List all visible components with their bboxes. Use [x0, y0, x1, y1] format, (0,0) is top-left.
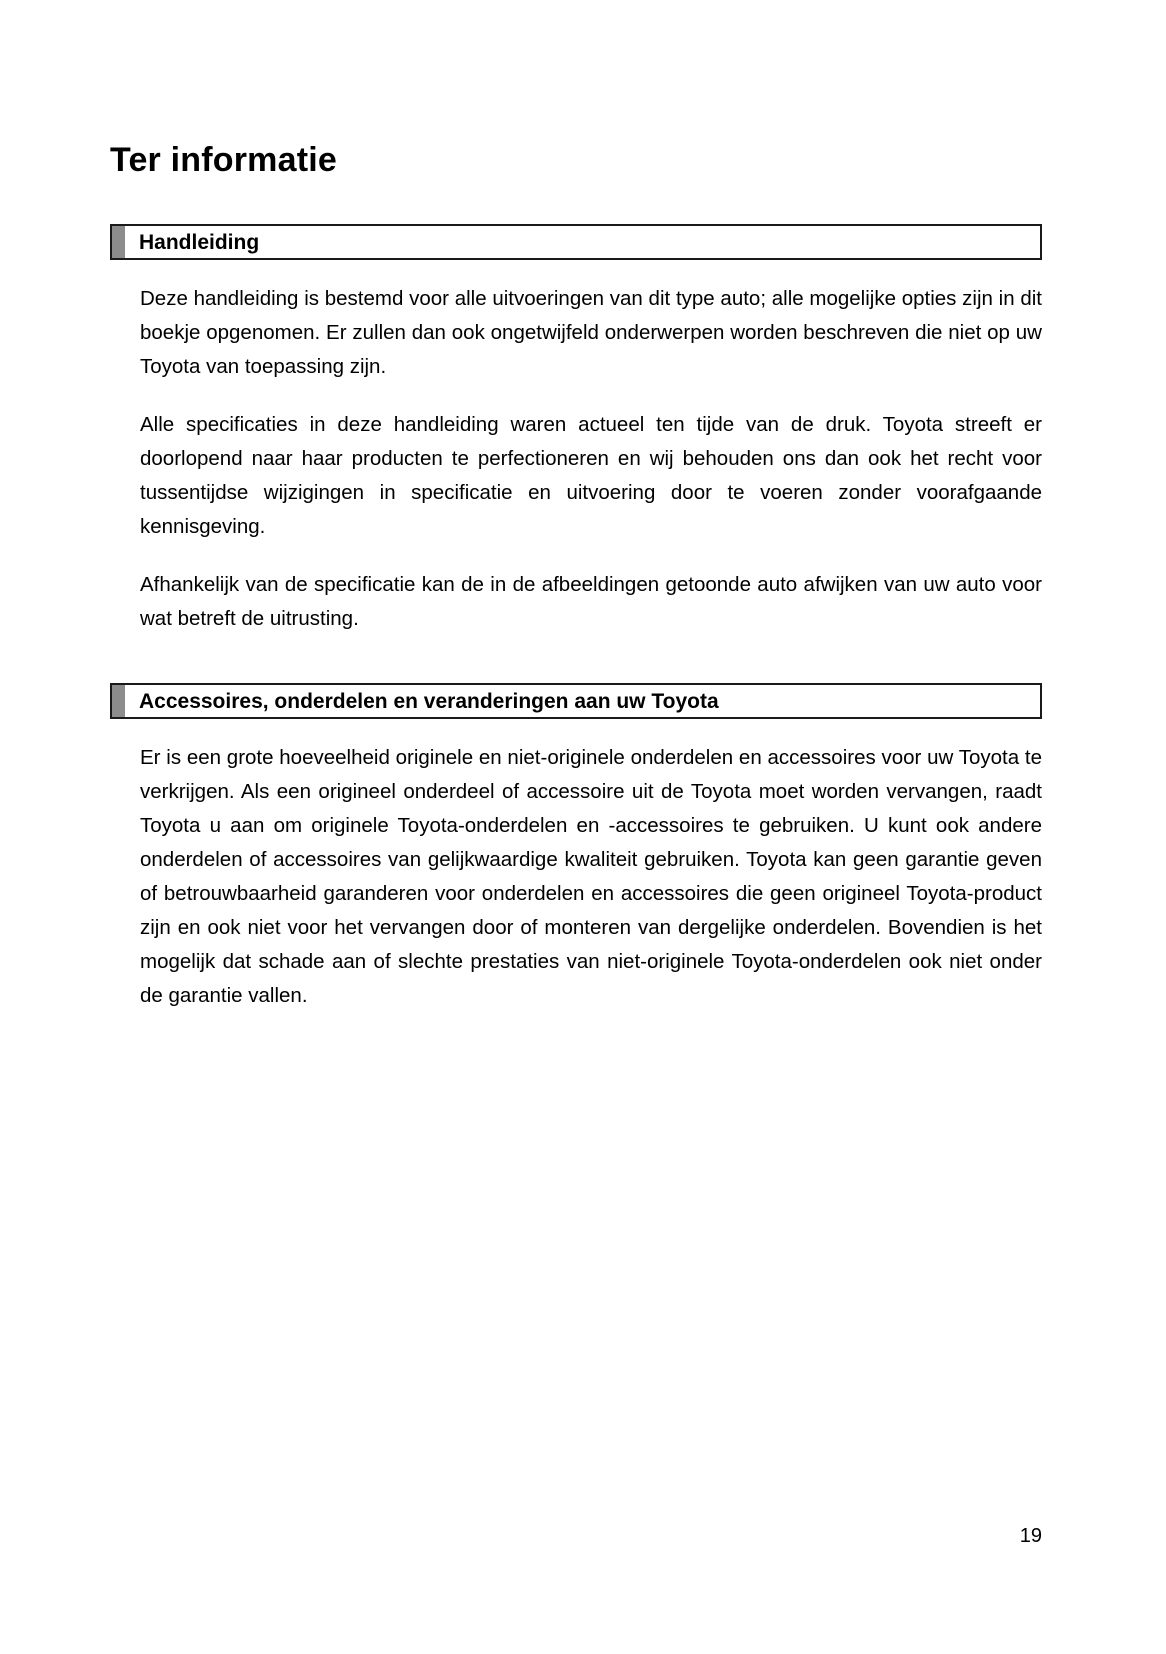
paragraph: Afhankelijk van de specificatie kan de in de afbeeldingen getoonde auto afwijken van uw auto voor wat betreft de uitrusting. — [140, 573, 1042, 631]
paragraph: Deze handleiding is bestemd voor alle uitvoeringen van dit type auto; alle mogelijke opties zijn in dit boekje opgenomen. Er zullen dan ook ongetwijfeld onderwerpen worden beschreven die niet op uw Toyota van toepassing zijn. — [140, 287, 1042, 379]
section-heading-label: Handleiding — [139, 230, 260, 254]
section-header-handleiding — [110, 224, 1042, 260]
paragraph: Er is een grote hoeveelheid originele en niet-originele onderdelen en accessoires voor uw Toyota te verkrijgen. Als een origineel onderdeel of accessoire uit de Toyota moet worden vervangen, raadt Toyota u aan om originele Toyota-onderdelen en -accessoires te gebruiken. U kunt ook andere onderdelen of accessoires van gelijkwaardige kwaliteit gebruiken. Toyota kan geen garantie geven of betrouwbaarheid garanderen voor onderdelen en accessoires die geen origineel Toyota-product zijn en ook niet voor het vervangen door of monteren van dergelijke onderdelen. Bovendien is het mogelijk dat schade aan of slechte prestaties van niet-originele Toyota-onderdelen ook niet onder de garantie vallen. — [140, 746, 1042, 1008]
page-title: Ter informatie — [110, 141, 337, 179]
paragraph: Alle specificaties in deze handleiding waren actueel ten tijde van de druk. Toyota streeft er doorlopend naar haar producten te perfectioneren en wij behouden ons dan ook het recht voor tussentijdse wijzigingen in specificatie en uitvoering door te voeren zonder voorafgaande kennisgeving. — [140, 413, 1042, 539]
section-body-handleiding — [110, 282, 1042, 636]
section-heading-label: Accessoires, onderdelen en veranderingen aan uw Toyota — [139, 689, 719, 713]
page-number: 19 — [1019, 1525, 1042, 1547]
section-body-accessoires — [110, 741, 1042, 1013]
section-accent-bar-icon — [112, 226, 125, 258]
section-header-accessoires — [110, 683, 1042, 719]
page-content — [110, 0, 1042, 1013]
section-accent-bar-icon — [112, 685, 125, 717]
